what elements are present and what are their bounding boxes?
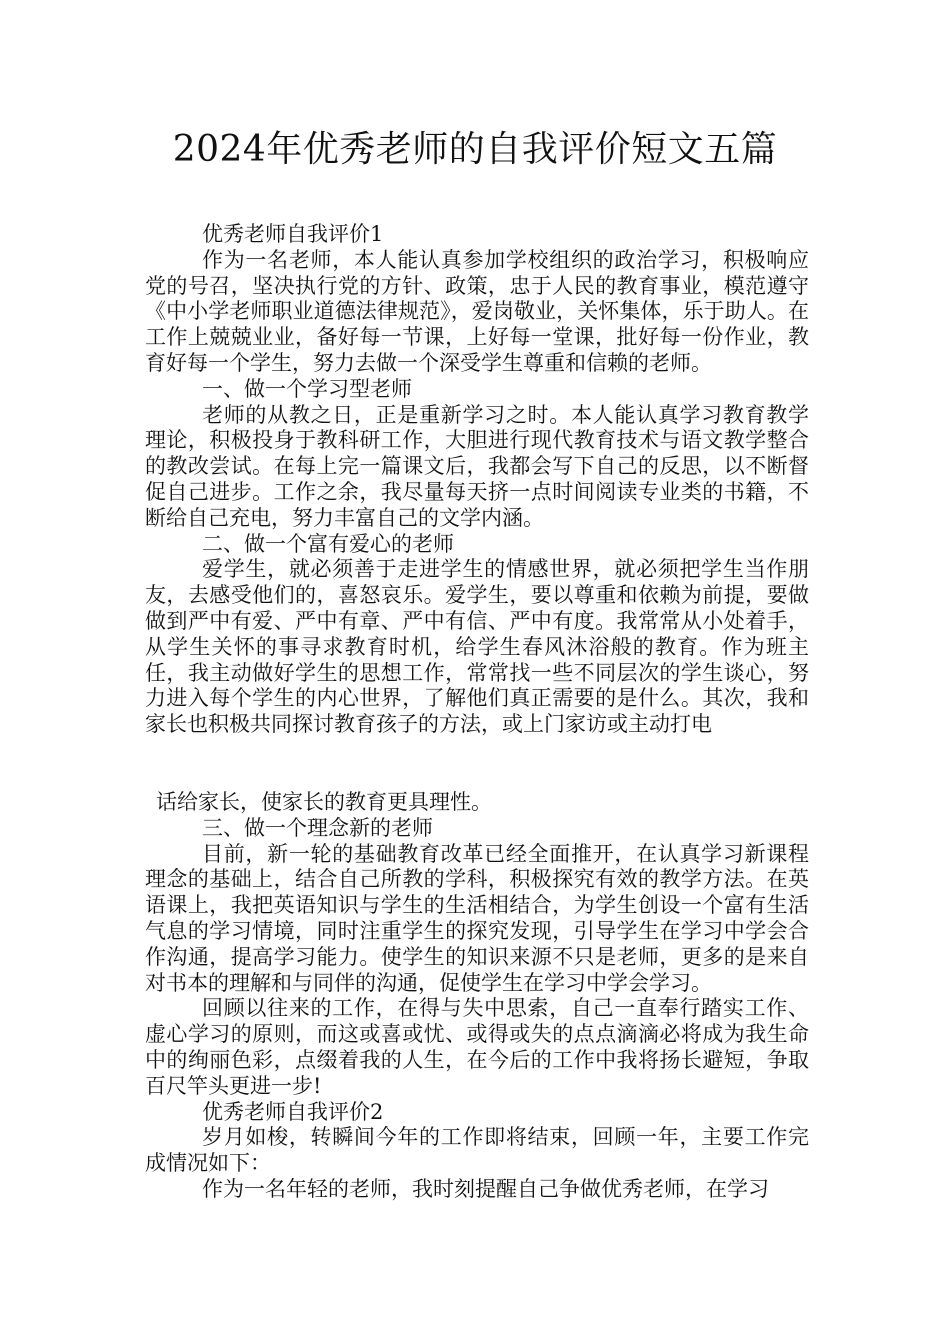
document-body <box>145 222 809 1203</box>
continued-line: 话给家长，使家长的教育更具理性。 <box>156 789 492 814</box>
body-paragraph: 作为一名老师，本人能认真参加学校组织的政治学习，积极响应党的号召，坚决执行党的方针、政策，忠于人民的教育事业，模范遵守《中小学老师职业道德法律规范》，爱岗敬业，关怀集体，乐于助人。在工作上兢兢业业，备好每一节课，上好每一堂课，批好每一份作业，教育好每一个学生，努力去做一个深受学生尊重和信赖的老师。 <box>145 247 809 375</box>
section-heading: 优秀老师自我评价2 <box>202 1099 384 1124</box>
paragraph-gap <box>145 738 809 790</box>
body-paragraph: 回顾以往来的工作，在得与失中思索，自己一直奉行踏实工作、虚心学习的原则，而这或喜或忧、或得或失的点点滴滴必将成为我生命中的绚丽色彩，点缀着我的人生，在今后的工作中我将扬长避短，争取百尺竿头更进一步! <box>145 996 809 1098</box>
sub-heading: 一、做一个学习型老师 <box>202 376 412 401</box>
body-paragraph: 爱学生，就必须善于走进学生的情感世界，就必须把学生当作朋友，去感受他们的，喜怒哀乐。爱学生，要以尊重和依赖为前提，要做做到严中有爱、严中有章、严中有信、严中有度。我常常从小处着手，从学生关怀的事寻求教育时机，给学生春风沐浴般的教育。作为班主任，我主动做好学生的思想工作，常常找一些不同层次的学生谈心，努力进入每个学生的内心世界，了解他们真正需要的是什么。其次，我和家长也积极共同探讨教育孩子的方法，或上门家访或主动打电 <box>145 557 809 737</box>
sub-heading: 三、做一个理念新的老师 <box>202 815 433 840</box>
body-paragraph: 老师的从教之日，正是重新学习之时。本人能认真学习教育教学理论，积极投身于教科研工作，大胆进行现代教育技术与语文教学整合的教改尝试。在每上完一篇课文后，我都会写下自己的反思，以不断督促自己进步。工作之余，我尽量每天挤一点时间阅读专业类的书籍，不断给自己充电，努力丰富自己的文学内涵。 <box>145 402 809 530</box>
document-title: 2024年优秀老师的自我评价短文五篇 <box>172 129 778 170</box>
body-paragraph: 目前，新一轮的基础教育改革已经全面推开，在认真学习新课程理念的基础上，结合自己所教的学科，积极探究有效的教学方法。在英语课上，我把英语知识与学生的生活相结合，为学生创设一个富有生活气息的学习情境，同时注重学生的探究发现，引导学生在学习中学会合作沟通，提高学习能力。使学生的知识来源不只是老师，更多的是来自对书本的理解和与同伴的沟通，促使学生在学习中学会学习。 <box>145 841 809 995</box>
sub-heading: 二、做一个富有爱心的老师 <box>202 531 454 556</box>
body-paragraph: 岁月如梭，转瞬间今年的工作即将结束，回顾一年，主要工作完成情况如下： <box>145 1125 809 1176</box>
section-heading: 优秀老师自我评价1 <box>202 222 384 246</box>
body-paragraph: 作为一名年轻的老师，我时刻提醒自己争做优秀老师，在学习 <box>202 1176 769 1201</box>
